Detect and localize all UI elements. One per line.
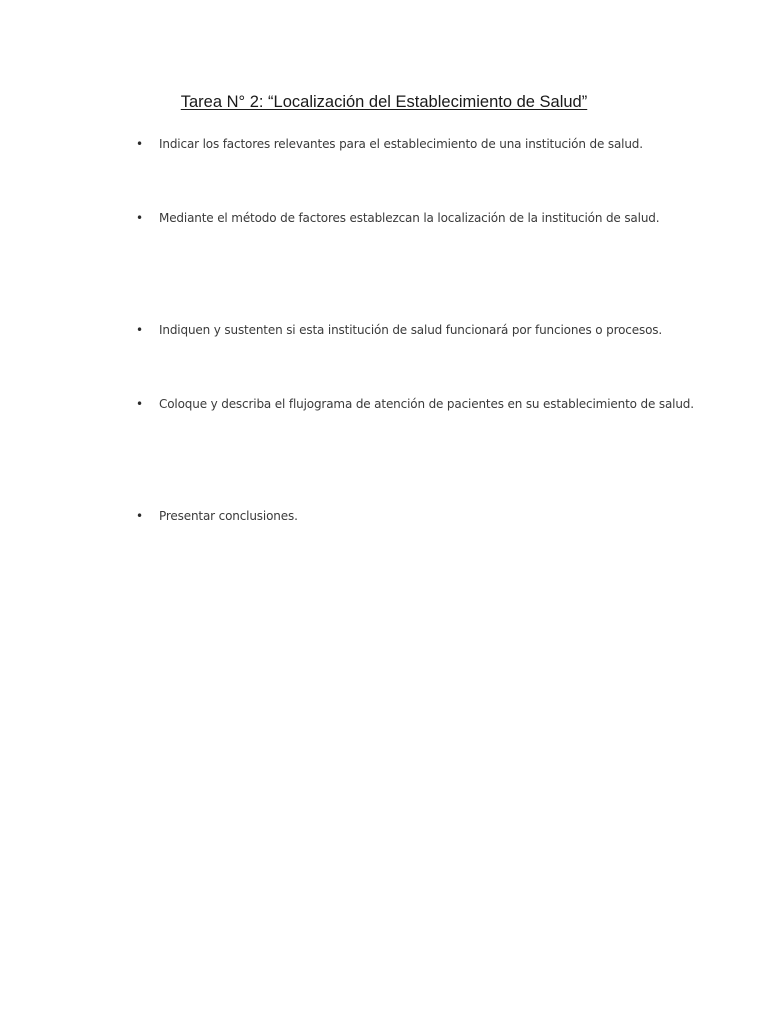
list-item-text: Indiquen y sustenten si esta institución de salud funcionará por funciones o procesos. <box>159 323 663 337</box>
list-item <box>136 210 736 226</box>
list-item-text: Coloque y describa el flujograma de atención de pacientes en su establecimiento de salud. <box>159 397 694 411</box>
bullet-icon: • <box>136 211 144 225</box>
list-item <box>136 396 736 412</box>
page-title: Tarea N° 2: “Localización del Establecimiento de Salud” <box>180 93 588 111</box>
list-item <box>136 508 736 524</box>
bullet-icon: • <box>136 323 144 337</box>
list-item-text: Mediante el método de factores establezcan la localización de la institución de salud. <box>159 211 660 225</box>
bullet-icon: • <box>136 509 144 523</box>
list-item-text: Indicar los factores relevantes para el establecimiento de una institución de salud. <box>159 137 643 151</box>
list-item-text: Presentar conclusiones. <box>159 509 298 523</box>
bullet-icon: • <box>136 397 144 411</box>
list-item <box>136 322 736 338</box>
bullet-icon: • <box>136 137 144 151</box>
list-item <box>136 136 736 152</box>
